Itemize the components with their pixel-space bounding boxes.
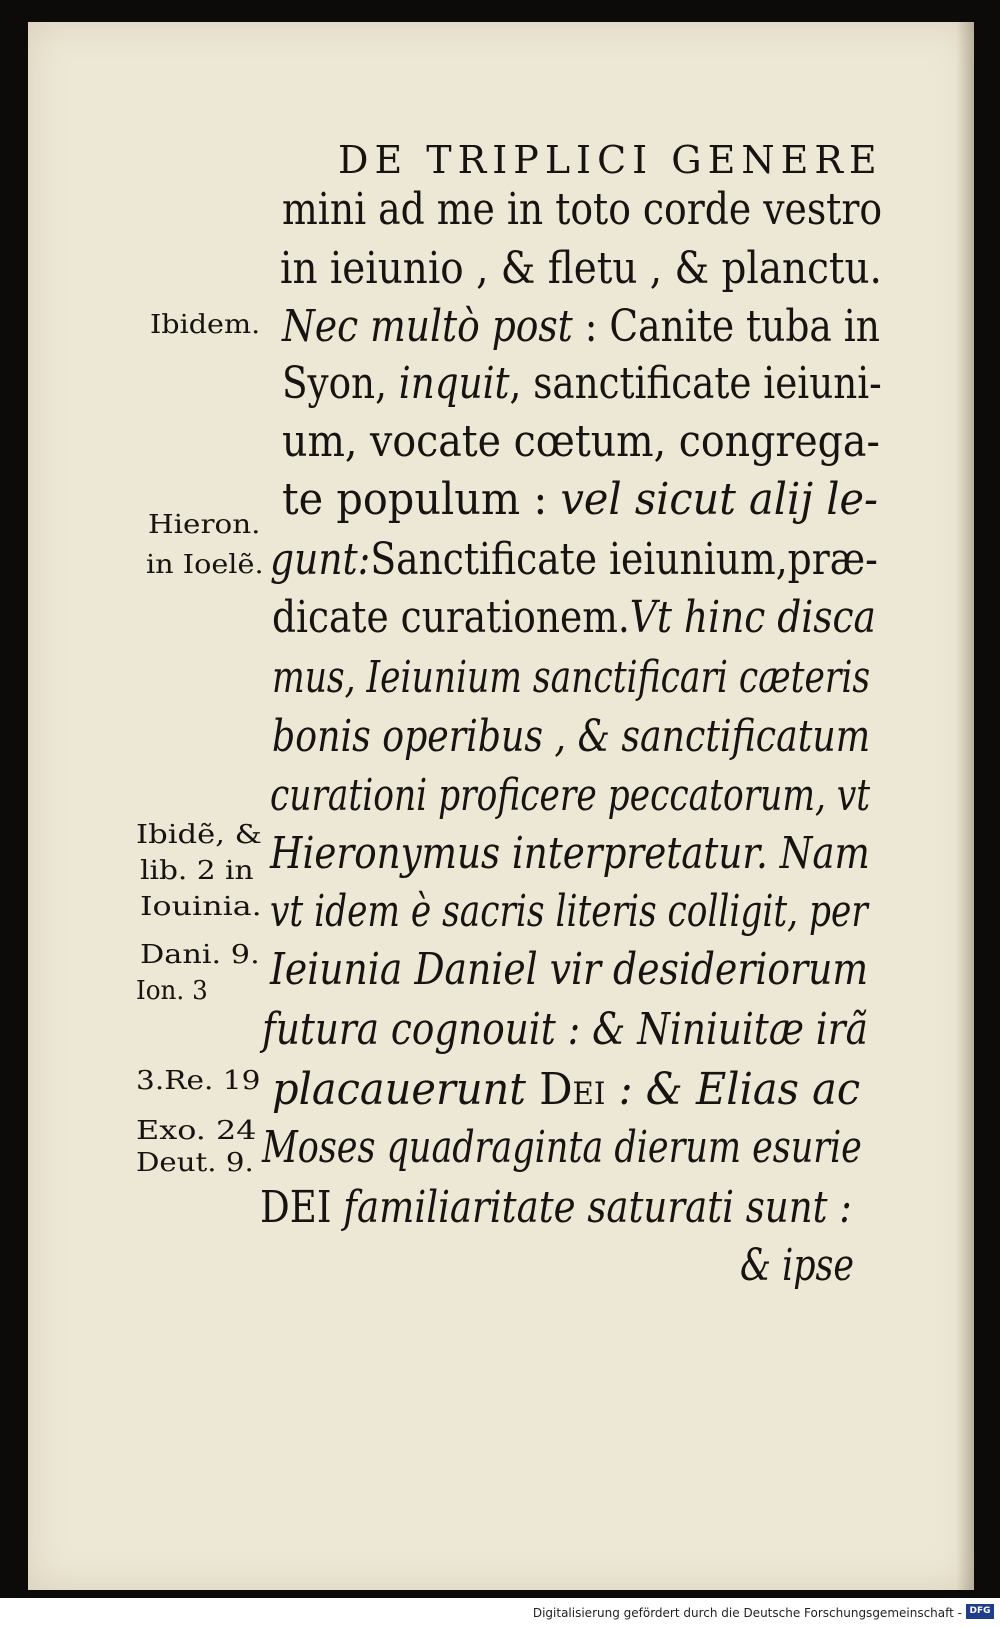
text-line: [262, 1004, 868, 1055]
text-line: [282, 416, 880, 467]
text-run: te populum :: [282, 474, 561, 525]
text-run: DEI: [260, 1182, 332, 1233]
text-line: [262, 1122, 862, 1173]
text-line: [282, 184, 883, 235]
text-run: vel sicut alij le-: [560, 474, 879, 525]
text-run: Syon,: [282, 358, 399, 409]
text-run: bonis operibus , & sanctificatum: [272, 711, 871, 762]
text-run: Sanctificate ieiunium,præ-: [370, 534, 878, 585]
text-run: Hieronymus interpretatur. Nam: [270, 828, 870, 879]
text-run: in ieiunio , & fletu , & planctu.: [280, 243, 882, 294]
text-line: [272, 711, 871, 762]
dfg-logo-icon: DFG: [966, 1604, 994, 1619]
text-line: [272, 1064, 861, 1115]
text-line: [270, 886, 868, 937]
text-line: [282, 358, 882, 409]
text-run: um, vocate cœtum, congrega-: [282, 416, 880, 467]
text-run: Vt hinc disca: [629, 592, 876, 643]
footer-bar: [0, 1598, 1000, 1627]
marginal-note: Hieron.: [148, 510, 261, 540]
marginal-note: Iouinia.: [140, 892, 262, 922]
marginal-note: Exo. 24: [136, 1116, 257, 1146]
marginal-note: 3.Re. 19: [136, 1066, 261, 1096]
text-run: Dei: [539, 1064, 606, 1115]
text-line: [270, 828, 870, 879]
marginal-note: Ibidem.: [150, 310, 261, 340]
text-run: vt idem è sacris literis colligit, per: [270, 886, 868, 937]
text-run: inquit: [398, 358, 510, 409]
text-run: familiaritate saturati sunt :: [331, 1182, 852, 1233]
text-run: dicate curationem.: [272, 592, 630, 643]
text-run: & ipse: [740, 1240, 855, 1291]
text-run: curationi proficere peccatorum, vt: [270, 770, 871, 821]
marginal-note: lib. 2 in: [140, 856, 254, 886]
text-line: [740, 1240, 855, 1291]
text-run: Moses quadraginta dierum esurie: [262, 1122, 862, 1173]
text-line: [282, 301, 881, 352]
marginal-note: Deut. 9.: [136, 1148, 254, 1178]
text-run: futura cognouit : & Niniuitæ irã: [262, 1004, 868, 1055]
text-run: mini ad me in toto corde vestro: [282, 184, 883, 235]
text-line: [270, 944, 869, 995]
text-line: [270, 534, 878, 585]
text-run: , sanctificate ieiuni-: [509, 358, 882, 409]
text-line: [272, 652, 871, 703]
text-run: : Canite tuba in: [572, 301, 881, 352]
text-run: : & Elias ac: [605, 1064, 861, 1115]
text-line: [270, 770, 871, 821]
marginal-note: in Ioelẽ.: [146, 550, 264, 580]
text-run: Nec multò post: [282, 301, 573, 352]
text-run: mus, Ieiunium sanctificari cæteris: [272, 652, 871, 703]
marginal-note: Dani. 9.: [140, 940, 260, 970]
marginal-note: Ibidẽ, &: [136, 820, 262, 850]
text-run: placauerunt: [272, 1064, 540, 1115]
text-run: Ieiunia Daniel vir desideriorum: [270, 944, 869, 995]
text-line: [272, 592, 876, 643]
marginal-note: Ion. 3: [136, 976, 208, 1006]
text-run: gunt:: [270, 534, 371, 585]
running-header: DE TRIPLICI GENERE: [338, 138, 883, 182]
text-line: [282, 474, 879, 525]
text-line: [260, 1182, 852, 1233]
text-line: [280, 243, 882, 294]
footer-credit: Digitalisierung gefördert durch die Deutsche Forschungsgemeinschaft -: [532, 1606, 962, 1620]
